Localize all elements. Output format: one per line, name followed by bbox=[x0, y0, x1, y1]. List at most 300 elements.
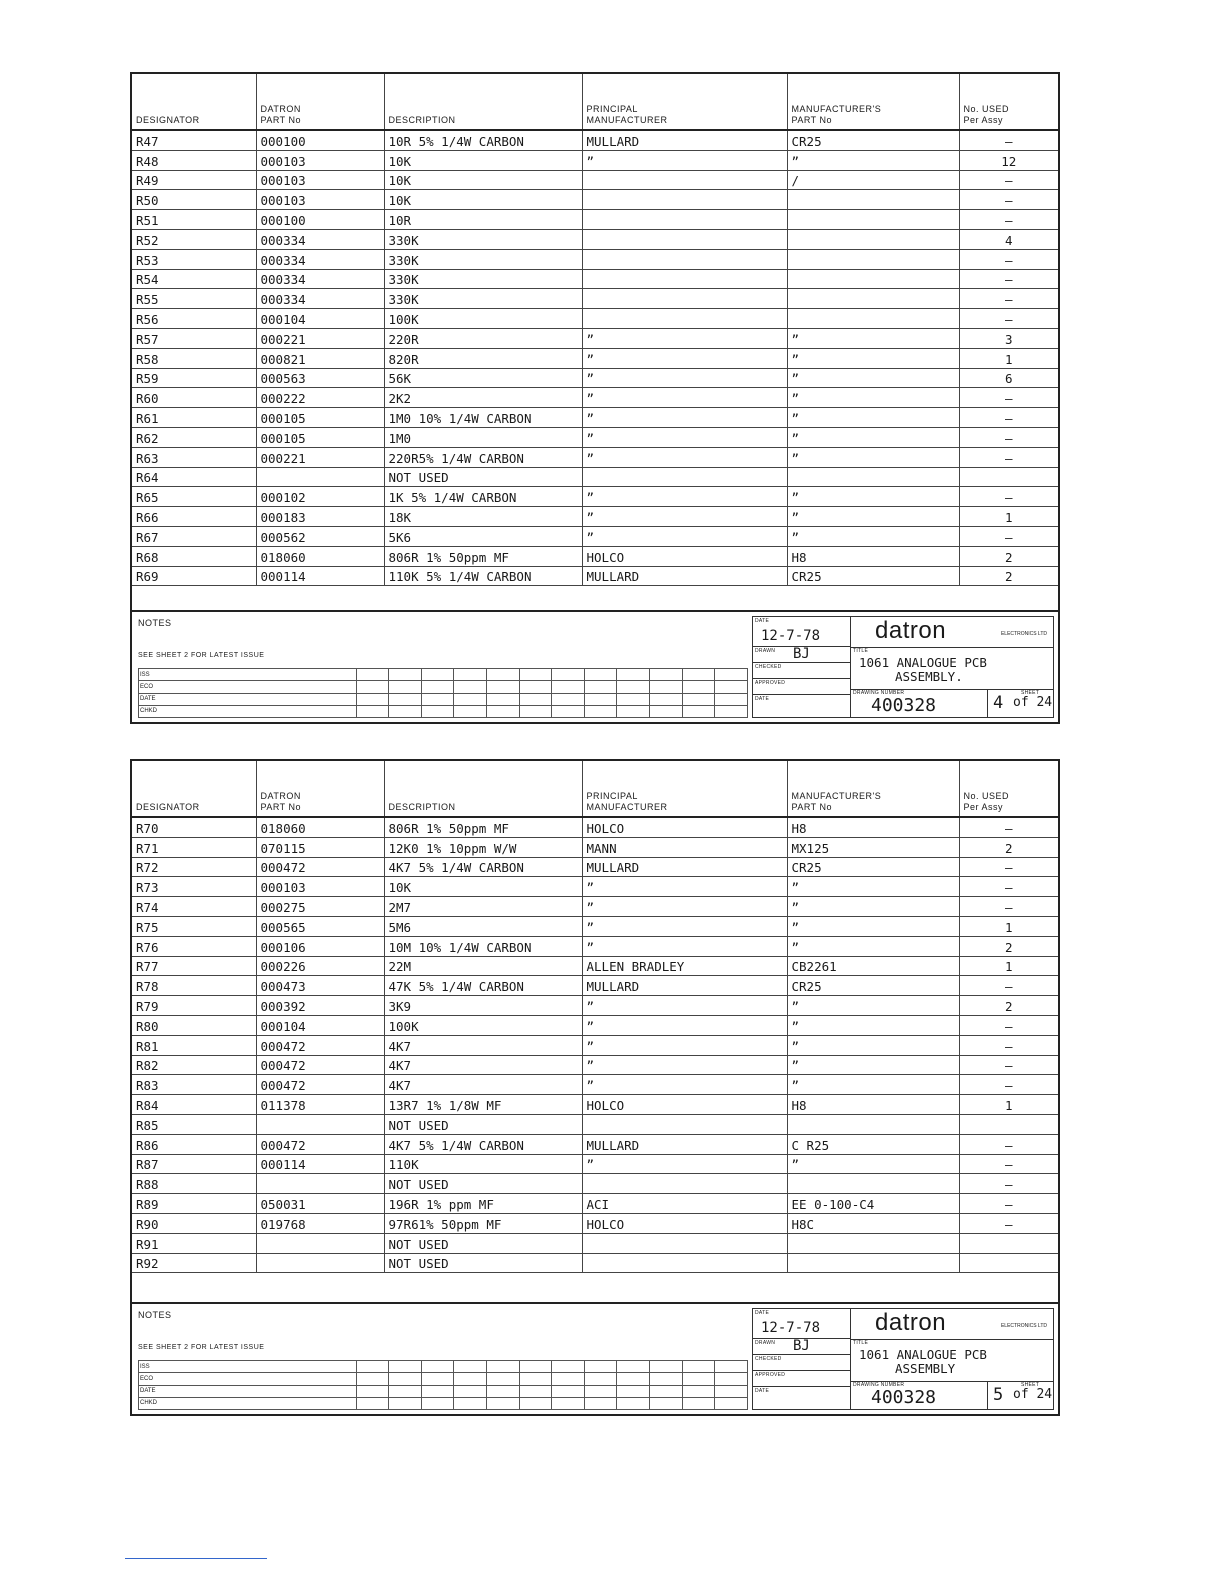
cell-datron-part: 050031 bbox=[256, 1194, 384, 1214]
cell-designator: R80 bbox=[132, 1015, 256, 1035]
cell-mfr-part: EE 0-100-C4 bbox=[787, 1194, 959, 1214]
sheet-label: SHEET bbox=[1021, 1382, 1040, 1388]
header-principal-mfr-line1: PRINCIPAL bbox=[586, 104, 638, 114]
cell-datron-part: 000183 bbox=[256, 507, 384, 527]
checked-label: CHECKED bbox=[755, 1356, 782, 1362]
cell-no-used: – bbox=[959, 1174, 1058, 1194]
checked-box bbox=[753, 1355, 851, 1371]
header-no-used-line2: Per Assy bbox=[963, 802, 1004, 812]
cell-no-used: 1 bbox=[959, 956, 1058, 976]
cell-no-used: – bbox=[959, 487, 1058, 507]
header-mfr-part-line2: PART No bbox=[791, 802, 833, 812]
cell-mfr-part bbox=[787, 1253, 959, 1273]
cell-principal-mfr: ” bbox=[582, 916, 787, 936]
sheet-number-box bbox=[987, 1381, 1053, 1409]
table-row bbox=[132, 546, 1058, 566]
date-label: DATE bbox=[755, 618, 770, 624]
cell-datron-part: 000334 bbox=[256, 229, 384, 249]
cell-principal-mfr: ” bbox=[582, 328, 787, 348]
cell-principal-mfr bbox=[582, 229, 787, 249]
cell-principal-mfr: ACI bbox=[582, 1194, 787, 1214]
cell-designator: R69 bbox=[132, 566, 256, 586]
cell-datron-part: 018060 bbox=[256, 546, 384, 566]
cell-principal-mfr: MULLARD bbox=[582, 130, 787, 150]
table-row bbox=[132, 289, 1058, 309]
cell-datron-part: 000221 bbox=[256, 328, 384, 348]
cell-designator: R89 bbox=[132, 1194, 256, 1214]
cell-datron-part: 000334 bbox=[256, 269, 384, 289]
sheet-number: 5 bbox=[993, 1385, 1004, 1405]
table-row bbox=[132, 507, 1058, 527]
cell-no-used: 1 bbox=[959, 916, 1058, 936]
cell-no-used: – bbox=[959, 1134, 1058, 1154]
cell-designator: R47 bbox=[132, 130, 256, 150]
table-row bbox=[132, 447, 1058, 467]
cell-mfr-part: CR25 bbox=[787, 566, 959, 586]
cell-datron-part: 000104 bbox=[256, 1015, 384, 1035]
cell-description: 4K7 5% 1/4W CARBON bbox=[384, 857, 582, 877]
cell-no-used bbox=[959, 1233, 1058, 1253]
header-datron-part-line1: DATRON bbox=[260, 791, 301, 801]
cell-designator: R86 bbox=[132, 1134, 256, 1154]
cell-principal-mfr bbox=[582, 1253, 787, 1273]
drawing-footer bbox=[132, 1302, 1058, 1414]
cell-datron-part: 000103 bbox=[256, 190, 384, 210]
cell-principal-mfr: ” bbox=[582, 1035, 787, 1055]
cell-description: 4K7 5% 1/4W CARBON bbox=[384, 1134, 582, 1154]
header-datron-part-line1: DATRON bbox=[260, 104, 301, 114]
date-box bbox=[753, 617, 851, 647]
cell-principal-mfr bbox=[582, 1114, 787, 1134]
issue-label-date: DATE bbox=[139, 693, 357, 705]
cell-mfr-part: ” bbox=[787, 427, 959, 447]
cell-principal-mfr: MULLARD bbox=[582, 1134, 787, 1154]
cell-datron-part: 000275 bbox=[256, 897, 384, 917]
header-datron-part-line2: PART No bbox=[260, 115, 302, 125]
header-mfr-part-line1: MANUFACTURER'S bbox=[791, 104, 882, 114]
issue-grid bbox=[138, 668, 748, 718]
cell-designator: R78 bbox=[132, 976, 256, 996]
cell-no-used: 1 bbox=[959, 507, 1058, 527]
logo-subtitle: ELECTRONICS LTD bbox=[1000, 631, 1047, 637]
date-value: 12-7-78 bbox=[761, 1320, 821, 1336]
cell-designator: R75 bbox=[132, 916, 256, 936]
table-row bbox=[132, 229, 1058, 249]
cell-description: 5K6 bbox=[384, 526, 582, 546]
title-label: TITLE bbox=[853, 1340, 869, 1346]
checked-box bbox=[753, 663, 851, 679]
table-row bbox=[132, 1114, 1058, 1134]
cell-principal-mfr: ” bbox=[582, 877, 787, 897]
cell-principal-mfr: ” bbox=[582, 1154, 787, 1174]
header-designator: DESIGNATOR bbox=[132, 74, 256, 130]
cell-datron-part bbox=[256, 467, 384, 487]
date2-label: DATE bbox=[755, 1388, 770, 1394]
header-mfr-part bbox=[787, 761, 959, 817]
cell-mfr-part bbox=[787, 1174, 959, 1194]
drawn-box bbox=[753, 1339, 851, 1355]
cell-description: 220R bbox=[384, 328, 582, 348]
cell-principal-mfr: ” bbox=[582, 368, 787, 388]
cell-designator: R60 bbox=[132, 388, 256, 408]
cell-no-used: – bbox=[959, 1154, 1058, 1174]
cell-description: 22M bbox=[384, 956, 582, 976]
cell-description: 330K bbox=[384, 289, 582, 309]
table-row bbox=[132, 956, 1058, 976]
checked-label: CHECKED bbox=[755, 664, 782, 670]
cell-designator: R83 bbox=[132, 1075, 256, 1095]
cell-description: 1K 5% 1/4W CARBON bbox=[384, 487, 582, 507]
cell-principal-mfr: ” bbox=[582, 150, 787, 170]
issue-label-eco: ECO bbox=[139, 1373, 357, 1385]
cell-datron-part: 000226 bbox=[256, 956, 384, 976]
cell-description: 3K9 bbox=[384, 996, 582, 1016]
drawn-value: BJ bbox=[793, 1338, 810, 1354]
cell-designator: R87 bbox=[132, 1154, 256, 1174]
cell-designator: R59 bbox=[132, 368, 256, 388]
cell-designator: R92 bbox=[132, 1253, 256, 1273]
header-no-used-line1: No. USED bbox=[963, 791, 1010, 801]
cell-datron-part bbox=[256, 1114, 384, 1134]
table-row bbox=[132, 526, 1058, 546]
cell-description: 10R bbox=[384, 210, 582, 230]
cell-designator: R62 bbox=[132, 427, 256, 447]
datron-logo: datron bbox=[875, 617, 947, 644]
cell-mfr-part: ” bbox=[787, 1075, 959, 1095]
cell-datron-part: 000222 bbox=[256, 388, 384, 408]
cell-datron-part: 000114 bbox=[256, 1154, 384, 1174]
cell-no-used: – bbox=[959, 1055, 1058, 1075]
cell-datron-part: 000114 bbox=[256, 566, 384, 586]
cell-designator: R88 bbox=[132, 1174, 256, 1194]
cell-no-used: 2 bbox=[959, 566, 1058, 586]
table-row bbox=[132, 1075, 1058, 1095]
cell-no-used: – bbox=[959, 447, 1058, 467]
table-row bbox=[132, 210, 1058, 230]
cell-no-used: 2 bbox=[959, 996, 1058, 1016]
table-row bbox=[132, 388, 1058, 408]
header-description: DESCRIPTION bbox=[384, 74, 582, 130]
table-row bbox=[132, 150, 1058, 170]
approved-label: APPROVED bbox=[755, 1372, 786, 1378]
table-row bbox=[132, 897, 1058, 917]
cell-datron-part: 000103 bbox=[256, 170, 384, 190]
sheet-total: of 24 bbox=[1013, 1387, 1053, 1402]
drawing-title bbox=[859, 1348, 987, 1376]
cell-mfr-part bbox=[787, 1233, 959, 1253]
cell-mfr-part bbox=[787, 210, 959, 230]
cell-principal-mfr: ” bbox=[582, 447, 787, 467]
table-row bbox=[132, 1095, 1058, 1115]
header-datron-part bbox=[256, 74, 384, 130]
cell-datron-part: 000334 bbox=[256, 249, 384, 269]
cell-mfr-part: CR25 bbox=[787, 857, 959, 877]
table-row bbox=[132, 1174, 1058, 1194]
cell-mfr-part bbox=[787, 190, 959, 210]
header-no-used bbox=[959, 74, 1058, 130]
title-line-2: ASSEMBLY. bbox=[895, 669, 963, 684]
cell-principal-mfr bbox=[582, 190, 787, 210]
drawing-number-box bbox=[851, 689, 988, 717]
cell-description: 47K 5% 1/4W CARBON bbox=[384, 976, 582, 996]
table-row bbox=[132, 408, 1058, 428]
cell-description: 10M 10% 1/4W CARBON bbox=[384, 936, 582, 956]
cell-mfr-part: ” bbox=[787, 1015, 959, 1035]
cell-description: 806R 1% 50ppm MF bbox=[384, 546, 582, 566]
header-principal-mfr-line2: MANUFACTURER bbox=[586, 115, 668, 125]
cell-mfr-part: MX125 bbox=[787, 837, 959, 857]
date2-label: DATE bbox=[755, 696, 770, 702]
cell-datron-part: 070115 bbox=[256, 837, 384, 857]
cell-principal-mfr: ” bbox=[582, 1015, 787, 1035]
sheet-total: of 24 bbox=[1013, 695, 1053, 710]
cell-no-used: – bbox=[959, 210, 1058, 230]
cell-principal-mfr: ” bbox=[582, 427, 787, 447]
cell-datron-part: 019768 bbox=[256, 1213, 384, 1233]
cell-description: NOT USED bbox=[384, 467, 582, 487]
cell-description: 10R 5% 1/4W CARBON bbox=[384, 130, 582, 150]
cell-mfr-part bbox=[787, 289, 959, 309]
cell-designator: R57 bbox=[132, 328, 256, 348]
cell-datron-part: 000103 bbox=[256, 150, 384, 170]
cell-no-used: – bbox=[959, 1194, 1058, 1214]
cell-description: 100K bbox=[384, 309, 582, 329]
cell-mfr-part: ” bbox=[787, 368, 959, 388]
table-row bbox=[132, 857, 1058, 877]
cell-datron-part: 000104 bbox=[256, 309, 384, 329]
notes-label: NOTES bbox=[138, 1310, 172, 1320]
cell-no-used: 1 bbox=[959, 348, 1058, 368]
cell-principal-mfr bbox=[582, 289, 787, 309]
parts-rows bbox=[132, 130, 1058, 586]
drawing-number: 400328 bbox=[871, 695, 937, 716]
issue-label-date: DATE bbox=[139, 1385, 357, 1397]
table-row bbox=[132, 916, 1058, 936]
cell-principal-mfr: ” bbox=[582, 388, 787, 408]
cell-datron-part: 000473 bbox=[256, 976, 384, 996]
cell-datron-part bbox=[256, 1174, 384, 1194]
datron-logo: datron bbox=[875, 1309, 947, 1336]
cell-designator: R66 bbox=[132, 507, 256, 527]
cell-designator: R49 bbox=[132, 170, 256, 190]
cell-mfr-part bbox=[787, 309, 959, 329]
issue-label-chkd: CHKD bbox=[139, 705, 357, 717]
cell-datron-part: 000105 bbox=[256, 427, 384, 447]
cell-designator: R77 bbox=[132, 956, 256, 976]
table-row bbox=[132, 427, 1058, 447]
issue-label-chkd: CHKD bbox=[139, 1397, 357, 1409]
cell-no-used: – bbox=[959, 976, 1058, 996]
cell-designator: R51 bbox=[132, 210, 256, 230]
cell-designator: R65 bbox=[132, 487, 256, 507]
parts-table bbox=[132, 761, 1058, 1273]
title-label: TITLE bbox=[853, 648, 869, 654]
logo-subtitle: ELECTRONICS LTD bbox=[1000, 1323, 1047, 1329]
cell-designator: R72 bbox=[132, 857, 256, 877]
cell-principal-mfr: ” bbox=[582, 897, 787, 917]
cell-principal-mfr: ” bbox=[582, 526, 787, 546]
cell-datron-part: 000221 bbox=[256, 447, 384, 467]
cell-no-used bbox=[959, 467, 1058, 487]
cell-designator: R52 bbox=[132, 229, 256, 249]
cell-description: 100K bbox=[384, 1015, 582, 1035]
cell-description: 820R bbox=[384, 348, 582, 368]
issue-label-iss: ISS bbox=[139, 1361, 357, 1373]
cell-description: NOT USED bbox=[384, 1174, 582, 1194]
cell-designator: R79 bbox=[132, 996, 256, 1016]
sheet-number: 4 bbox=[993, 693, 1004, 713]
header-datron-part bbox=[256, 761, 384, 817]
drawing-title bbox=[859, 656, 987, 684]
cell-no-used: – bbox=[959, 526, 1058, 546]
cell-mfr-part: ” bbox=[787, 447, 959, 467]
see-sheet-note: SEE SHEET 2 FOR LATEST ISSUE bbox=[138, 652, 265, 659]
cell-no-used: 3 bbox=[959, 328, 1058, 348]
cell-no-used: 2 bbox=[959, 837, 1058, 857]
cell-principal-mfr: ” bbox=[582, 936, 787, 956]
cell-datron-part: 000472 bbox=[256, 857, 384, 877]
table-row bbox=[132, 1055, 1058, 1075]
cell-description: NOT USED bbox=[384, 1253, 582, 1273]
cell-mfr-part: ” bbox=[787, 897, 959, 917]
cell-no-used: – bbox=[959, 857, 1058, 877]
table-row bbox=[132, 170, 1058, 190]
cell-no-used: – bbox=[959, 388, 1058, 408]
cell-no-used: – bbox=[959, 269, 1058, 289]
date-box bbox=[753, 1309, 851, 1339]
cell-no-used: – bbox=[959, 309, 1058, 329]
cell-no-used: – bbox=[959, 427, 1058, 447]
table-row bbox=[132, 1194, 1058, 1214]
cell-principal-mfr bbox=[582, 467, 787, 487]
cell-mfr-part: ” bbox=[787, 328, 959, 348]
cell-mfr-part: ” bbox=[787, 936, 959, 956]
cell-mfr-part: ” bbox=[787, 877, 959, 897]
cell-designator: R84 bbox=[132, 1095, 256, 1115]
cell-description: 13R7 1% 1/8W MF bbox=[384, 1095, 582, 1115]
drawn-label: DRAWN bbox=[755, 1340, 776, 1346]
cell-designator: R73 bbox=[132, 877, 256, 897]
cell-no-used: – bbox=[959, 877, 1058, 897]
cell-datron-part bbox=[256, 1253, 384, 1273]
cell-mfr-part: H8 bbox=[787, 817, 959, 837]
table-row bbox=[132, 1154, 1058, 1174]
cell-description: 806R 1% 50ppm MF bbox=[384, 817, 582, 837]
title-block bbox=[752, 1308, 1054, 1410]
title-area bbox=[851, 647, 1053, 690]
cell-no-used: 4 bbox=[959, 229, 1058, 249]
table-row bbox=[132, 348, 1058, 368]
cell-designator: R68 bbox=[132, 546, 256, 566]
cell-no-used bbox=[959, 1253, 1058, 1273]
cell-mfr-part bbox=[787, 249, 959, 269]
drawing-number-label: DRAWING NUMBER bbox=[853, 690, 905, 696]
cell-principal-mfr: HOLCO bbox=[582, 546, 787, 566]
cell-description: 1M0 10% 1/4W CARBON bbox=[384, 408, 582, 428]
cell-no-used: – bbox=[959, 170, 1058, 190]
cell-principal-mfr: ” bbox=[582, 507, 787, 527]
table-row bbox=[132, 837, 1058, 857]
cell-designator: R74 bbox=[132, 897, 256, 917]
date2-box bbox=[753, 695, 851, 717]
cell-description: 220R5% 1/4W CARBON bbox=[384, 447, 582, 467]
cell-no-used: – bbox=[959, 190, 1058, 210]
cell-mfr-part: ” bbox=[787, 1154, 959, 1174]
cell-no-used: – bbox=[959, 289, 1058, 309]
cell-principal-mfr bbox=[582, 269, 787, 289]
table-row bbox=[132, 1035, 1058, 1055]
header-no-used bbox=[959, 761, 1058, 817]
cell-principal-mfr bbox=[582, 170, 787, 190]
cell-designator: R53 bbox=[132, 249, 256, 269]
cell-principal-mfr: MANN bbox=[582, 837, 787, 857]
cell-designator: R67 bbox=[132, 526, 256, 546]
cell-datron-part: 000106 bbox=[256, 936, 384, 956]
cell-datron-part: 011378 bbox=[256, 1095, 384, 1115]
see-sheet-note: SEE SHEET 2 FOR LATEST ISSUE bbox=[138, 1344, 265, 1351]
sheet-number-box bbox=[987, 689, 1053, 717]
header-row bbox=[132, 74, 1058, 130]
table-row bbox=[132, 190, 1058, 210]
cell-mfr-part: ” bbox=[787, 408, 959, 428]
cell-datron-part: 000103 bbox=[256, 877, 384, 897]
drawing-number-label: DRAWING NUMBER bbox=[853, 1382, 905, 1388]
header-description: DESCRIPTION bbox=[384, 761, 582, 817]
approved-label: APPROVED bbox=[755, 680, 786, 686]
header-no-used-line1: No. USED bbox=[963, 104, 1010, 114]
table-row bbox=[132, 487, 1058, 507]
sheet-label: SHEET bbox=[1021, 690, 1040, 696]
cell-mfr-part: ” bbox=[787, 150, 959, 170]
header-datron-part-line2: PART No bbox=[260, 802, 302, 812]
cell-no-used: – bbox=[959, 897, 1058, 917]
cell-mfr-part: CR25 bbox=[787, 976, 959, 996]
table-row bbox=[132, 328, 1058, 348]
cell-description: 1M0 bbox=[384, 427, 582, 447]
cell-principal-mfr bbox=[582, 210, 787, 230]
table-row bbox=[132, 309, 1058, 329]
cell-description: 2K2 bbox=[384, 388, 582, 408]
cell-description: 4K7 bbox=[384, 1055, 582, 1075]
cell-datron-part: 018060 bbox=[256, 817, 384, 837]
header-designator: DESIGNATOR bbox=[132, 761, 256, 817]
cell-principal-mfr: ALLEN BRADLEY bbox=[582, 956, 787, 976]
cell-principal-mfr bbox=[582, 1233, 787, 1253]
cell-no-used: 2 bbox=[959, 936, 1058, 956]
cell-description: 10K bbox=[384, 877, 582, 897]
table-row bbox=[132, 566, 1058, 586]
cell-designator: R85 bbox=[132, 1114, 256, 1134]
table-row bbox=[132, 1233, 1058, 1253]
header-mfr-part-line2: PART No bbox=[791, 115, 833, 125]
drawn-value: BJ bbox=[793, 646, 810, 662]
cell-no-used: – bbox=[959, 130, 1058, 150]
cell-principal-mfr: HOLCO bbox=[582, 1095, 787, 1115]
cell-designator: R58 bbox=[132, 348, 256, 368]
cell-description: 12K0 1% 10ppm W/W bbox=[384, 837, 582, 857]
parts-rows bbox=[132, 817, 1058, 1273]
cell-no-used: 12 bbox=[959, 150, 1058, 170]
cell-principal-mfr bbox=[582, 1174, 787, 1194]
table-row bbox=[132, 817, 1058, 837]
table-row bbox=[132, 1213, 1058, 1233]
cell-designator: R82 bbox=[132, 1055, 256, 1075]
logo-box bbox=[851, 617, 1053, 648]
drawn-label: DRAWN bbox=[755, 648, 776, 654]
cell-mfr-part: ” bbox=[787, 916, 959, 936]
cell-no-used: – bbox=[959, 1015, 1058, 1035]
cell-description: 18K bbox=[384, 507, 582, 527]
